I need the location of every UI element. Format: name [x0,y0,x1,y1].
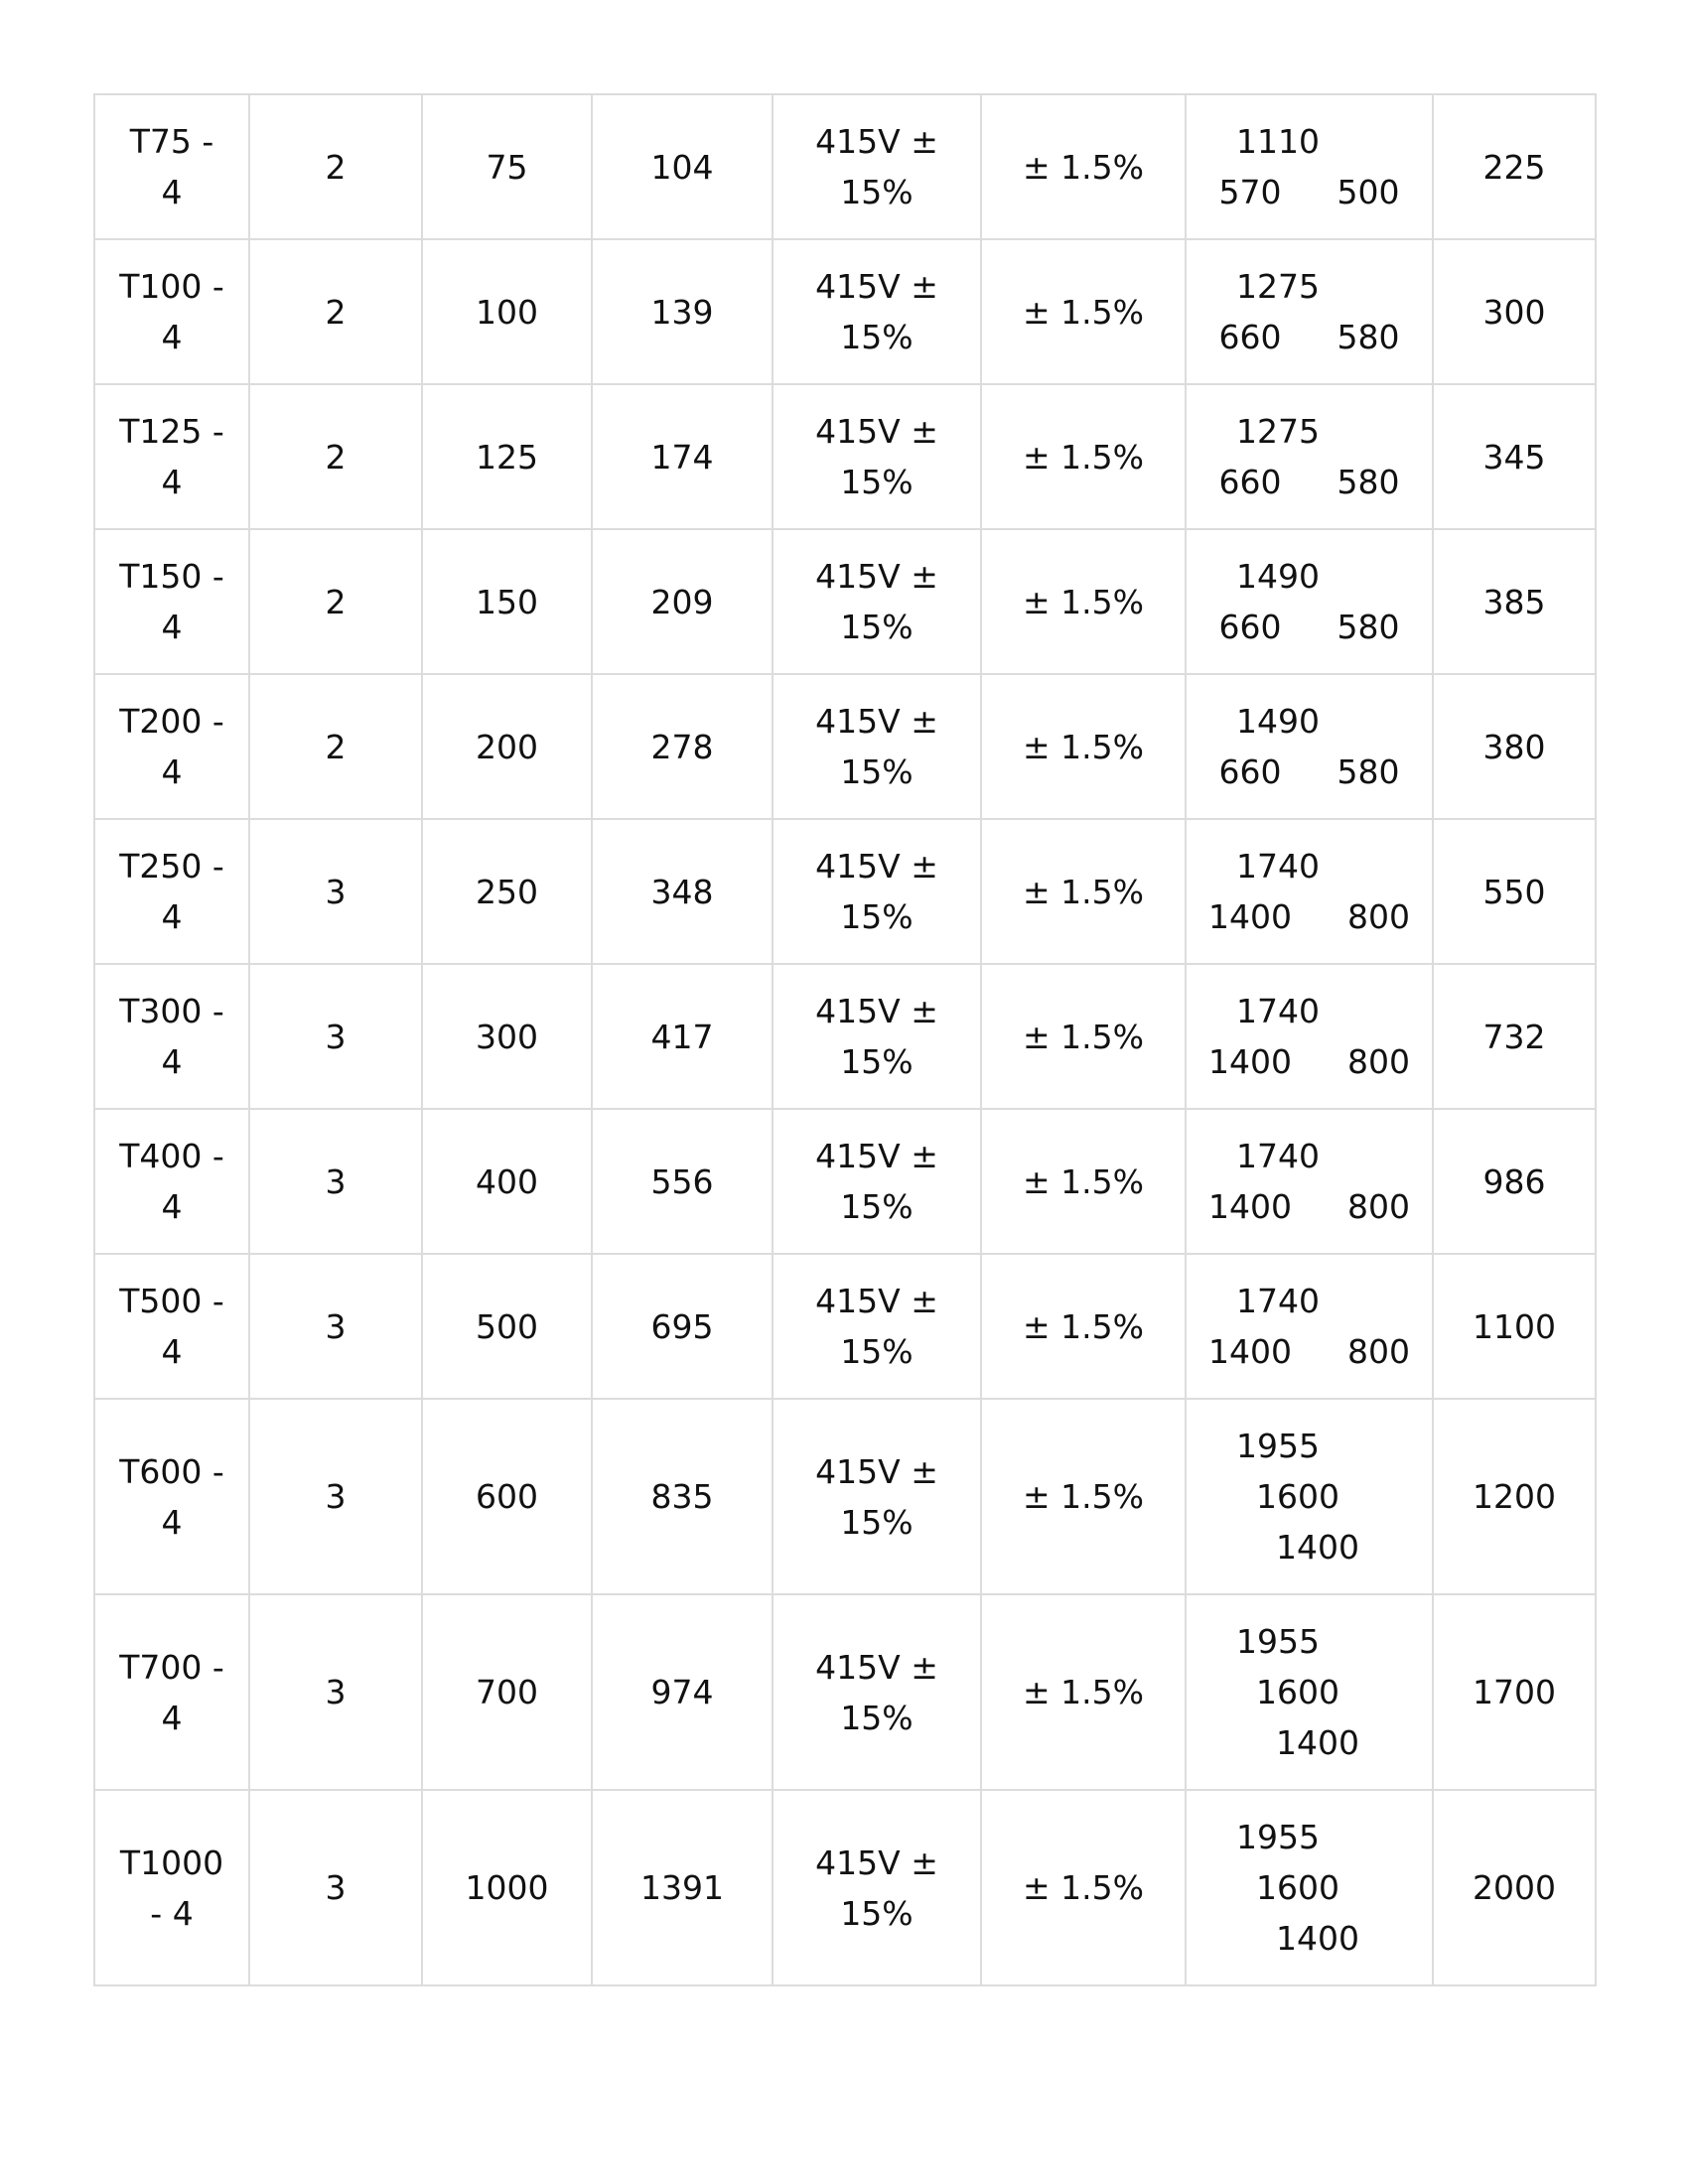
model-line-1: T1000 [119,1843,224,1882]
voltage-cell [773,94,981,239]
model-line-1: T700 - [119,1647,224,1687]
amps-cell: 139 [592,239,773,384]
phases-cell: 2 [249,239,422,384]
model-line-1: T600 - [119,1451,224,1491]
dimensions-cell [1186,384,1433,529]
voltage-line-2: 15% [840,608,914,646]
regulation-cell: ± 1.5% [981,1254,1186,1399]
dimension-width: 1400 [1208,1187,1292,1226]
voltage-cell [773,964,981,1109]
dimension-width: 1600 [1256,1673,1339,1711]
dimension-height: 1740 [1236,1282,1320,1320]
model-line-2: 4 [161,318,183,356]
table-row [94,1399,1596,1594]
dimension-depth: 1400 [1276,1528,1359,1567]
dimension-height: 1955 [1236,1622,1320,1661]
voltage-line-2: 15% [840,897,914,936]
table-row [94,94,1596,239]
voltage-line-2: 15% [840,463,914,501]
model-line-2: 4 [161,1332,183,1371]
table-row [94,1109,1596,1254]
voltage-line-2: 15% [840,1332,914,1371]
dimension-depth: 800 [1346,1042,1410,1081]
dimension-depth: 500 [1336,173,1400,211]
amps-cell: 278 [592,674,773,819]
voltage-line-2: 15% [840,1893,914,1933]
weight-cell: 225 [1433,94,1596,239]
voltage-line-1: 415V ± [815,1647,938,1687]
dimensions-cell [1186,94,1433,239]
dimension-base-line [1196,1326,1422,1377]
amps-cell: 104 [592,94,773,239]
dimension-base-line [1196,167,1422,217]
voltage-line-1: 415V ± [815,847,938,886]
regulation-cell: ± 1.5% [981,1399,1186,1594]
dimensions-cell [1186,529,1433,674]
dimension-depth: 580 [1336,608,1400,646]
regulation-cell: ± 1.5% [981,529,1186,674]
weight-cell: 1100 [1433,1254,1596,1399]
voltage-line-2: 15% [840,1187,914,1226]
regulation-cell: ± 1.5% [981,1790,1186,1985]
voltage-line-1: 415V ± [815,1282,938,1320]
kva-cell: 250 [422,819,592,964]
phases-cell: 3 [249,1790,422,1985]
dimension-height: 1740 [1236,992,1320,1030]
voltage-line-1: 415V ± [815,992,938,1030]
voltage-cell [773,529,981,674]
dimension-height: 1110 [1236,122,1320,161]
model-cell [94,819,249,964]
weight-cell: 2000 [1433,1790,1596,1985]
weight-cell: 380 [1433,674,1596,819]
phases-cell: 3 [249,1399,422,1594]
kva-cell: 300 [422,964,592,1109]
dimension-base-line [1196,312,1422,362]
phases-cell: 2 [249,94,422,239]
dimension-width: 1600 [1256,1477,1339,1516]
amps-cell: 556 [592,1109,773,1254]
dimension-depth: 800 [1346,897,1410,936]
kva-cell: 150 [422,529,592,674]
dimension-width: 660 [1218,463,1282,501]
model-line-2: 4 [161,173,183,211]
amps-cell: 174 [592,384,773,529]
amps-cell: 835 [592,1399,773,1594]
model-line-2: 4 [161,1042,183,1081]
table-row [94,529,1596,674]
model-line-1: T150 - [119,557,224,596]
voltage-line-1: 415V ± [815,1843,938,1882]
regulation-cell: ± 1.5% [981,239,1186,384]
kva-cell: 100 [422,239,592,384]
voltage-line-2: 15% [840,1502,914,1542]
voltage-line-1: 415V ± [815,267,938,306]
dimensions-cell [1186,239,1433,384]
phases-cell: 3 [249,1254,422,1399]
dimensions-cell [1186,1399,1433,1594]
weight-cell: 986 [1433,1109,1596,1254]
dimension-depth: 1400 [1276,1919,1359,1958]
model-line-2: 4 [161,463,183,501]
kva-cell: 200 [422,674,592,819]
dimension-width: 1400 [1208,897,1292,936]
amps-cell: 695 [592,1254,773,1399]
regulation-cell: ± 1.5% [981,964,1186,1109]
model-cell [94,94,249,239]
dimensions-cell [1186,1790,1433,1985]
dimension-height: 1955 [1236,1818,1320,1856]
kva-cell: 75 [422,94,592,239]
model-line-2: 4 [161,897,183,936]
regulation-cell: ± 1.5% [981,1109,1186,1254]
model-line-2: - 4 [150,1893,194,1933]
weight-cell: 345 [1433,384,1596,529]
dimension-width: 1400 [1208,1332,1292,1371]
dimensions-cell [1186,964,1433,1109]
model-line-1: T250 - [119,847,224,886]
model-cell [94,384,249,529]
table-row [94,819,1596,964]
dimension-width: 660 [1218,608,1282,646]
model-line-1: T400 - [119,1137,224,1175]
dimension-width: 1400 [1208,1042,1292,1081]
model-line-2: 4 [161,608,183,646]
kva-cell: 500 [422,1254,592,1399]
weight-cell: 1700 [1433,1594,1596,1790]
model-line-1: T100 - [119,267,224,306]
table-row [94,1594,1596,1790]
voltage-cell [773,1399,981,1594]
dimensions-cell [1186,819,1433,964]
kva-cell: 400 [422,1109,592,1254]
weight-cell: 550 [1433,819,1596,964]
phases-cell: 3 [249,819,422,964]
model-line-1: T300 - [119,992,224,1030]
voltage-cell [773,1109,981,1254]
dimensions-cell [1186,1254,1433,1399]
kva-cell: 600 [422,1399,592,1594]
model-line-1: T125 - [119,412,224,451]
phases-cell: 2 [249,384,422,529]
table-row [94,239,1596,384]
regulation-cell: ± 1.5% [981,94,1186,239]
dimension-depth: 580 [1336,463,1400,501]
voltage-cell [773,674,981,819]
weight-cell: 385 [1433,529,1596,674]
kva-cell: 700 [422,1594,592,1790]
table-row [94,674,1596,819]
amps-cell: 348 [592,819,773,964]
kva-cell: 1000 [422,1790,592,1985]
weight-cell: 1200 [1433,1399,1596,1594]
dimension-height: 1275 [1236,412,1320,451]
voltage-line-2: 15% [840,1698,914,1737]
table-row [94,1254,1596,1399]
model-cell [94,1399,249,1594]
voltage-cell [773,819,981,964]
model-cell [94,1254,249,1399]
dimension-base-line [1196,457,1422,507]
phases-cell: 2 [249,529,422,674]
voltage-line-2: 15% [840,752,914,791]
voltage-cell [773,1254,981,1399]
dimension-depth: 1400 [1276,1723,1359,1762]
dimension-height: 1740 [1236,1137,1320,1175]
dimension-depth: 580 [1336,318,1400,356]
model-line-1: T200 - [119,702,224,741]
voltage-cell [773,239,981,384]
dimension-base-line [1196,602,1422,652]
model-cell [94,674,249,819]
dimension-base-line [1196,891,1422,942]
voltage-line-2: 15% [840,1042,914,1081]
voltage-line-1: 415V ± [815,702,938,741]
table-row [94,1790,1596,1985]
dimension-height: 1490 [1236,702,1320,741]
table-body [94,94,1596,1985]
model-cell [94,1109,249,1254]
dimension-width: 660 [1218,318,1282,356]
dimension-width: 660 [1218,752,1282,791]
voltage-cell [773,1594,981,1790]
phases-cell: 3 [249,1594,422,1790]
model-line-1: T75 - [129,122,214,161]
kva-cell: 125 [422,384,592,529]
model-line-2: 4 [161,1187,183,1226]
amps-cell: 1391 [592,1790,773,1985]
phases-cell: 3 [249,964,422,1109]
model-cell [94,239,249,384]
dimension-width: 1600 [1256,1868,1339,1907]
regulation-cell: ± 1.5% [981,674,1186,819]
dimension-height: 1955 [1236,1427,1320,1465]
model-cell [94,964,249,1109]
model-cell [94,529,249,674]
voltage-line-2: 15% [840,318,914,356]
voltage-line-1: 415V ± [815,1451,938,1491]
dimension-width: 570 [1218,173,1282,211]
voltage-line-1: 415V ± [815,1137,938,1175]
dimension-base-line [1196,1181,1422,1232]
model-line-2: 4 [161,1502,183,1542]
table-row [94,964,1596,1109]
amps-cell: 209 [592,529,773,674]
model-line-2: 4 [161,1698,183,1737]
regulation-cell: ± 1.5% [981,384,1186,529]
dimensions-cell [1186,1594,1433,1790]
dimension-base-line [1196,1036,1422,1087]
model-cell [94,1790,249,1985]
voltage-cell [773,384,981,529]
phases-cell: 2 [249,674,422,819]
transformer-spec-table [93,93,1597,1986]
voltage-line-1: 415V ± [815,122,938,161]
regulation-cell: ± 1.5% [981,1594,1186,1790]
dimensions-cell [1186,1109,1433,1254]
voltage-line-1: 415V ± [815,412,938,451]
table-row [94,384,1596,529]
dimension-height: 1275 [1236,267,1320,306]
voltage-line-2: 15% [840,173,914,211]
regulation-cell: ± 1.5% [981,819,1186,964]
model-cell [94,1594,249,1790]
dimension-depth: 580 [1336,752,1400,791]
dimension-depth: 800 [1346,1187,1410,1226]
phases-cell: 3 [249,1109,422,1254]
model-line-1: T500 - [119,1282,224,1320]
voltage-line-1: 415V ± [815,557,938,596]
weight-cell: 300 [1433,239,1596,384]
dimension-height: 1490 [1236,557,1320,596]
amps-cell: 417 [592,964,773,1109]
amps-cell: 974 [592,1594,773,1790]
weight-cell: 732 [1433,964,1596,1109]
dimension-height: 1740 [1236,847,1320,886]
dimension-depth: 800 [1346,1332,1410,1371]
model-line-2: 4 [161,752,183,791]
dimension-base-line [1196,747,1422,797]
voltage-cell [773,1790,981,1985]
dimensions-cell [1186,674,1433,819]
